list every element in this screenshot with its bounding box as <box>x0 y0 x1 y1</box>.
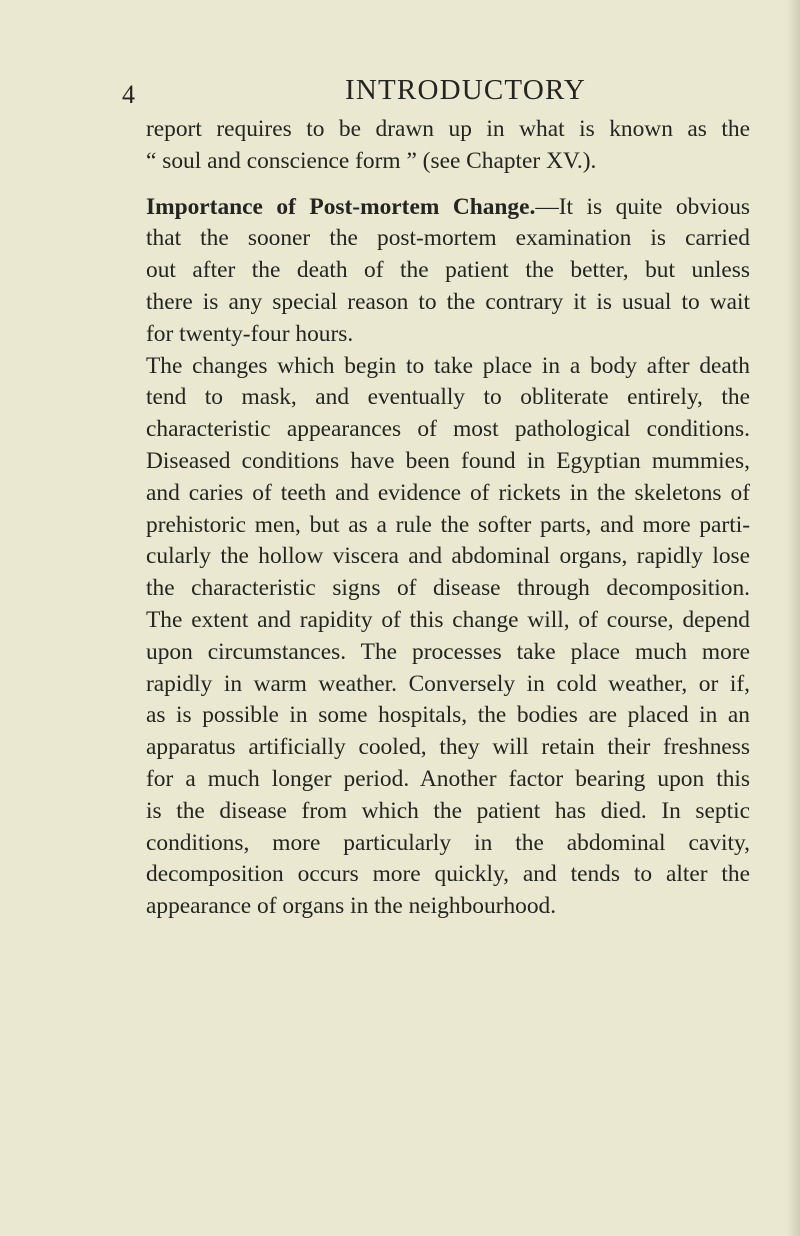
page-edge-shadow <box>786 0 800 1236</box>
text-line: report requires to be drawn up in what is known as the <box>146 116 750 142</box>
text-line: for a much longer period. Another factor bearing upon this <box>146 765 750 792</box>
text-line: The extent and rapidity of this change will, of course, depend <box>146 606 750 633</box>
paragraph-3 <box>146 351 750 923</box>
text-line: characteristic appearances of most pathological conditions. <box>146 416 750 443</box>
paragraph-2 <box>146 192 750 351</box>
text-line: “ soul and conscience form ” (see Chapter XV.). <box>146 147 597 174</box>
text-line: the characteristic signs of disease through decomposition. <box>146 575 750 602</box>
running-head: INTRODUCTORY <box>345 74 587 106</box>
text-line: rapidly in warm weather. Conversely in cold weather, or if, <box>146 670 750 697</box>
text-line: that the sooner the post-mortem examination is carried <box>146 225 750 252</box>
text-line: for twenty-four hours. <box>146 320 354 347</box>
body-text <box>146 114 750 923</box>
text-line: and caries of teeth and evidence of rickets in the skeletons of <box>146 479 750 506</box>
text-line: The changes which begin to take place in a body after death <box>146 352 750 379</box>
text-line <box>146 192 750 224</box>
paragraph-1 <box>146 114 750 178</box>
text-line: conditions, more particularly in the abdominal cavity, <box>146 829 750 856</box>
text-line: cularly the hollow viscera and abdominal organs, rapidly lose <box>146 543 750 570</box>
text-line: Diseased conditions have been found in Egyptian mummies, <box>146 447 750 474</box>
text-line: prehistoric men, but as a rule the softer parts, and more parti- <box>146 511 750 538</box>
text-line: out after the death of the patient the better, but unless <box>146 257 750 284</box>
section-heading: Importance of Post-mortem Change. <box>146 193 536 220</box>
text-line: is the disease from which the patient has died. In septic <box>146 797 750 824</box>
text-line: there is any special reason to the contrary it is usual to wait <box>146 288 750 315</box>
text-line: tend to mask, and eventually to obliterate entirely, the <box>146 384 750 411</box>
page-number: 4 <box>122 80 136 109</box>
text-line: appearance of organs in the neighbourhood. <box>146 893 557 920</box>
text-line: decomposition occurs more quickly, and tends to alter the <box>146 861 750 888</box>
heading-line-text: —It is quite obvious <box>535 193 751 220</box>
page-header <box>0 72 800 112</box>
text-line: as is possible in some hospitals, the bodies are placed in an <box>146 702 750 729</box>
text-line: apparatus artificially cooled, they will retain their freshness <box>146 734 750 761</box>
text-line: upon circumstances. The processes take place much more <box>146 638 750 665</box>
